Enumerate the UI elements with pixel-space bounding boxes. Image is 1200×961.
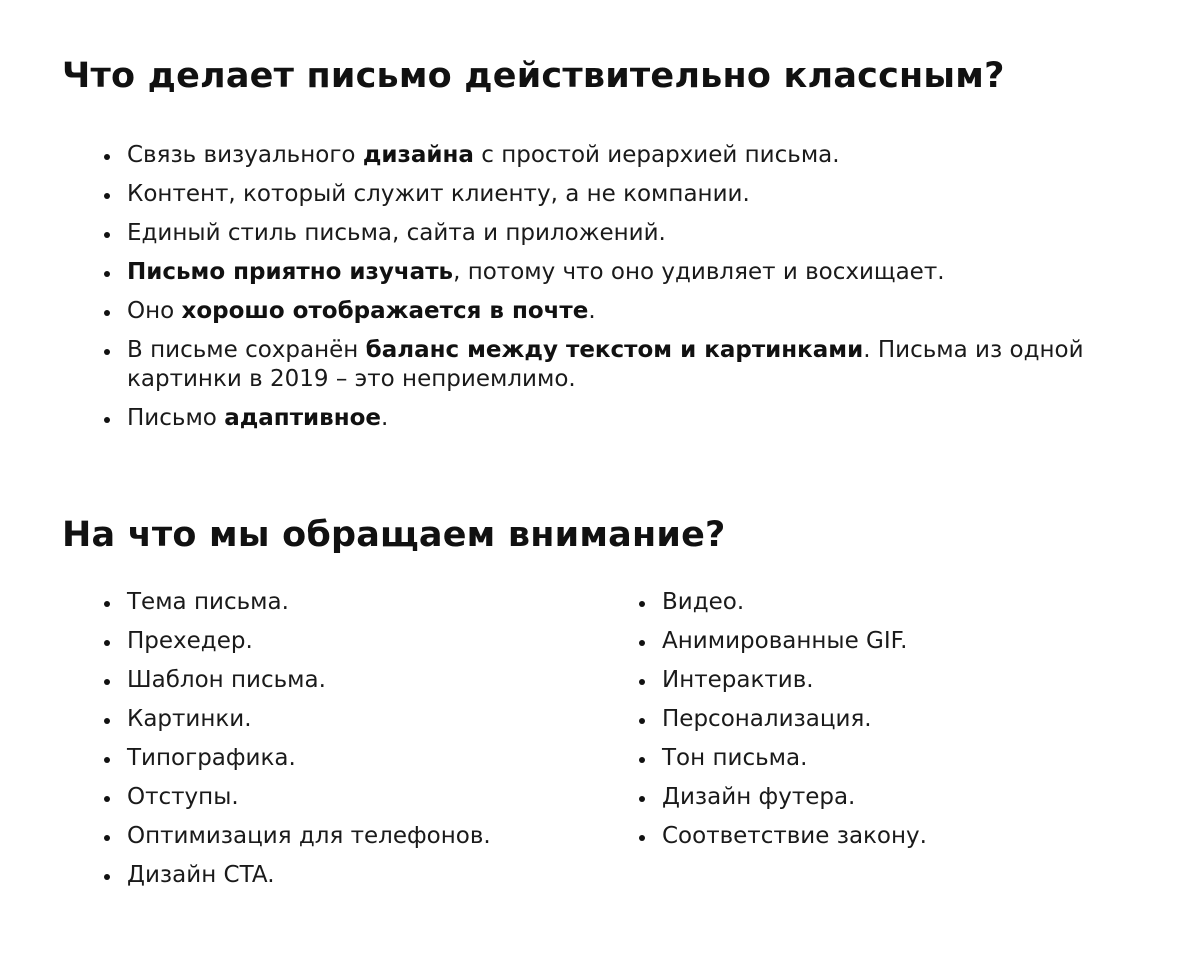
list-item: В письме сохранён баланс между текстом и картинками. Письма из одной картинки в 2019 – это неприемлимо. (62, 336, 1152, 394)
list-item: Единый стиль письма, сайта и приложений. (62, 219, 1152, 248)
list-item: Контент, который служит клиенту, а не компании. (62, 180, 1152, 209)
list-item: Оно хорошо отображается в почте. (62, 297, 1152, 326)
list-item: Картинки. (62, 705, 582, 734)
list-item: Видео. (597, 588, 1157, 617)
list-item: Отступы. (62, 783, 582, 812)
list-item: Дизайн футера. (597, 783, 1157, 812)
list-item: Анимированные GIF. (597, 627, 1157, 656)
list-item: Тема письма. (62, 588, 582, 617)
list-item: Соответствие закону. (597, 822, 1157, 851)
list-item: Письмо приятно изучать, потому что оно удивляет и восхищает. (62, 258, 1152, 287)
list-item: Шаблон письма. (62, 666, 582, 695)
list-item: Персонализация. (597, 705, 1157, 734)
list-item: Интерактив. (597, 666, 1157, 695)
attention-list-left (62, 588, 582, 900)
list-item: Оптимизация для телефонов. (62, 822, 582, 851)
list-item: Связь визуального дизайна с простой иерархией письма. (62, 141, 1152, 170)
list-item: Прехедер. (62, 627, 582, 656)
list-item: Дизайн CTA. (62, 861, 582, 890)
list-item: Тон письма. (597, 744, 1157, 773)
heading-attention: На что мы обращаем внимание? (62, 515, 726, 555)
heading-great-email: Что делает письмо действительно классным? (62, 56, 1005, 96)
attention-list-right (597, 588, 1157, 861)
list-item: Типографика. (62, 744, 582, 773)
great-email-list (62, 141, 1152, 443)
list-item: Письмо адаптивное. (62, 404, 1152, 433)
